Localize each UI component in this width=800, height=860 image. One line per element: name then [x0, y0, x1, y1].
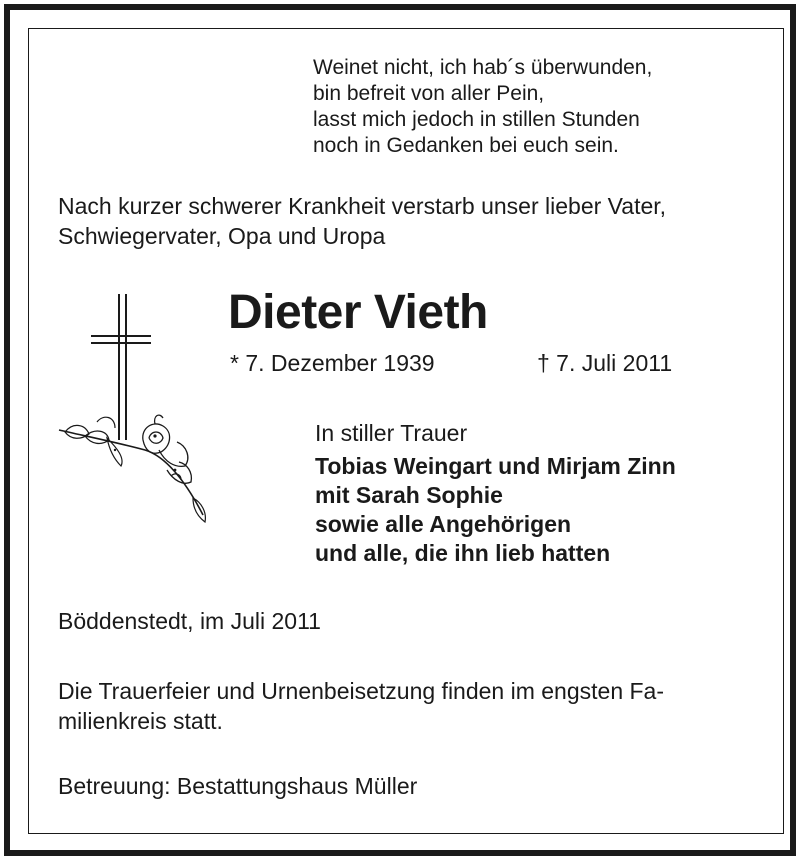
poem-line: lasst mich jedoch in stillen Stunden	[313, 108, 640, 131]
mourner-line: und alle, die ihn lieb hatten	[315, 540, 611, 566]
poem-line: bin befreit von aller Pein,	[313, 82, 545, 105]
intro-line: Schwiegervater, Opa und Uropa	[58, 223, 386, 249]
intro-line: Nach kurzer schwerer Krankheit verstarb unser lieber Vater,	[58, 193, 667, 219]
mourner-line: sowie alle Angehörigen	[315, 511, 572, 537]
intro-text	[58, 191, 666, 251]
funeral-notice	[58, 676, 664, 736]
poem	[313, 55, 652, 159]
funeral-home: Betreuung: Bestattungshaus Müller	[58, 773, 418, 799]
place-date: Böddenstedt, im Juli 2011	[58, 608, 321, 634]
mourning-label: In stiller Trauer	[315, 420, 468, 446]
birth-date: * 7. Dezember 1939	[230, 350, 435, 376]
poem-line: Weinet nicht, ich hab´s überwunden,	[313, 56, 653, 79]
funeral-line: milienkreis statt.	[58, 708, 223, 734]
cross-with-roses-icon	[55, 290, 215, 530]
poem-line: noch in Gedanken bei euch sein.	[313, 134, 619, 157]
mourner-list	[315, 452, 676, 568]
mourner-line: Tobias Weingart und Mirjam Zinn	[315, 453, 676, 479]
funeral-line: Die Trauerfeier und Urnenbeisetzung finden im engsten Fa-	[58, 678, 665, 704]
death-date: † 7. Juli 2011	[537, 350, 673, 376]
deceased-name: Dieter Vieth	[228, 286, 488, 339]
mourner-line: mit Sarah Sophie	[315, 482, 503, 508]
